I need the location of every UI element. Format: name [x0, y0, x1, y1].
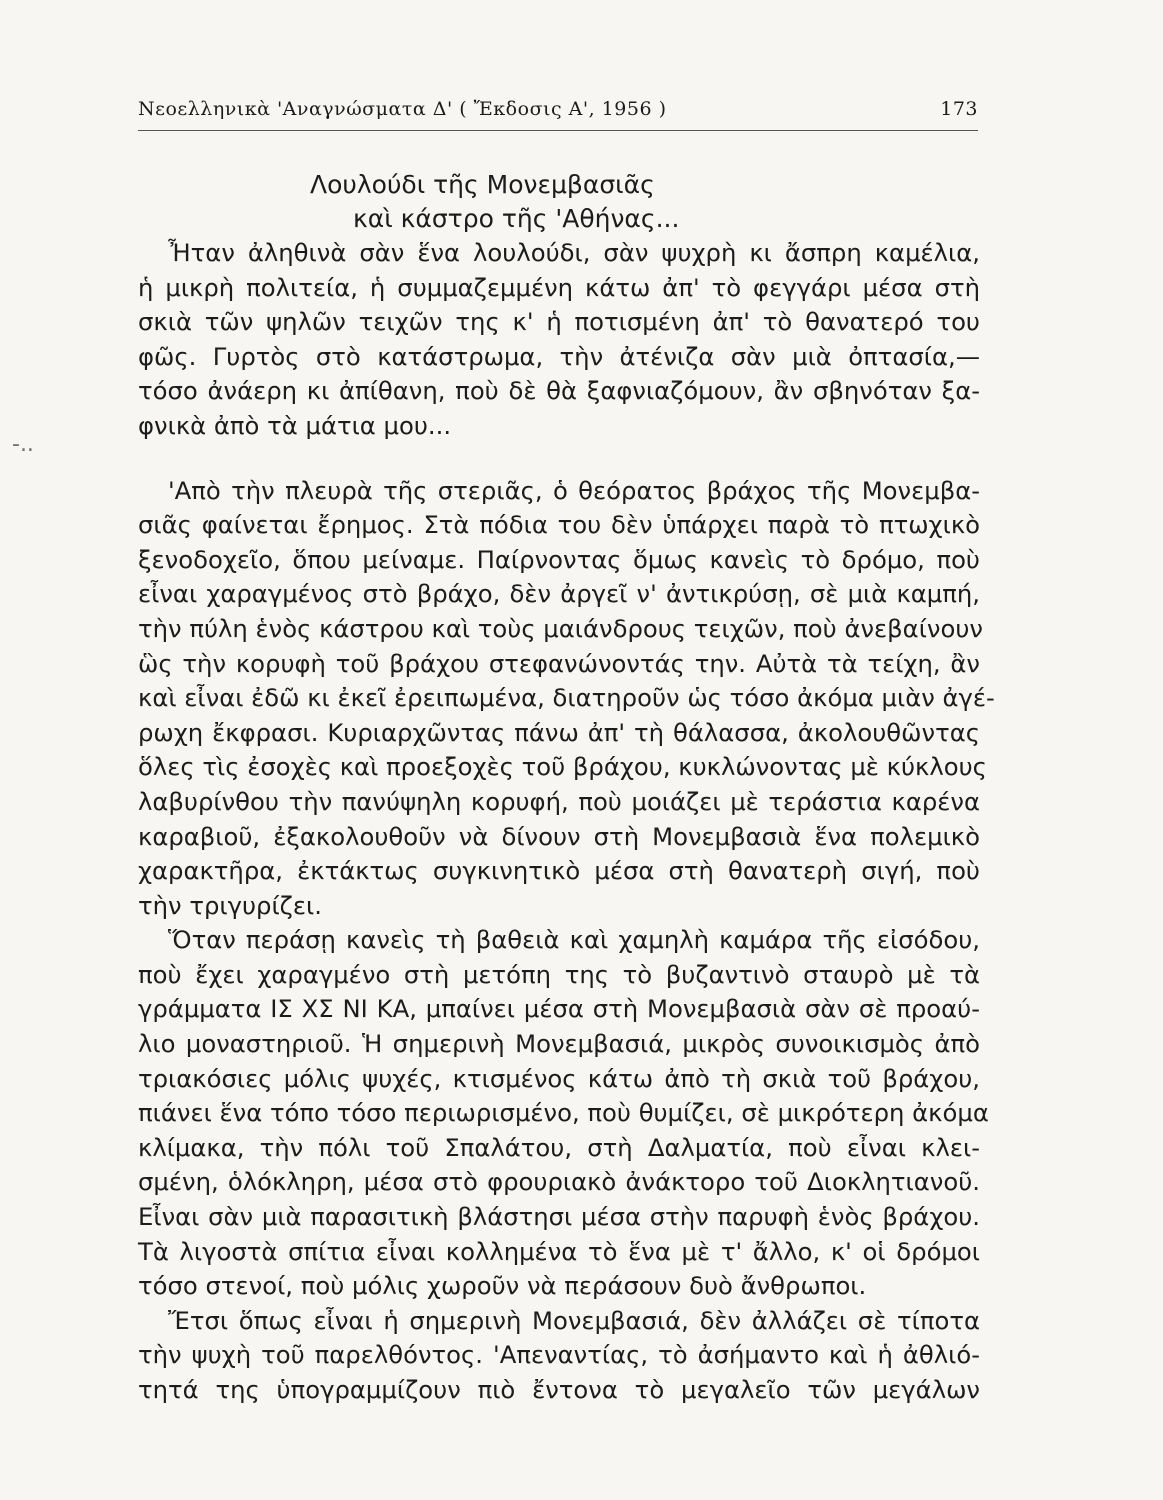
verse-line: Λουλούδι τῆς Μονεμβασιᾶς [310, 170, 655, 199]
margin-mark: -.. [12, 432, 34, 457]
text-line: καραβιοῦ, ἐξακολουθοῦν νὰ δίνουν στὴ Μονεμβασιὰ ἕνα πολεμικὸ [138, 821, 980, 851]
text-line: Ἔτσι ὅπως εἶναι ἡ σημερινὴ Μονεμβασιά, δὲν ἀλλάζει σὲ τίποτα [168, 1305, 980, 1335]
running-header [138, 92, 978, 126]
paragraph-4 [138, 1304, 980, 1408]
text-line: πιάνει ἕνα τόπο τόσο περιωρισμένο, ποὺ θυμίζει, σὲ μικρότερη ἀκόμα [138, 1098, 989, 1128]
text-line: ποὺ ἔχει χαραγμένο στὴ μετόπη της τὸ βυζαντινὸ σταυρὸ μὲ τὰ [138, 959, 980, 989]
text-line: σιᾶς φαίνεται ἔρημος. Στὰ πόδια του δὲν ὑπάρχει παρὰ τὸ πτωχικὸ [138, 510, 980, 540]
text-line: τὴν ψυχὴ τοῦ παρελθόντος. 'Απεναντίας, τὸ ἀσήμαντο καὶ ἡ ἀθλιό- [138, 1340, 980, 1370]
verse-epigraph [310, 168, 870, 236]
text-line: τόσο ἀνάερη κι ἀπίθανη, ποὺ δὲ θὰ ξαφνιαζόμουν, ἂν σβηνόταν ξα- [138, 376, 980, 406]
body-text [138, 236, 995, 1408]
text-line: κλίμακα, τὴν πόλι τοῦ Σπαλάτου, στὴ Δαλματία, ποὺ εἶναι κλει- [138, 1132, 980, 1162]
page-number: 173 [940, 98, 978, 120]
text-line: τὴν πύλη ἑνὸς κάστρου καὶ τοὺς μαιάνδρους τειχῶν, ποὺ ἀνεβαίνουν [138, 613, 983, 643]
paragraph-1 [138, 236, 980, 444]
running-header-title: Νεοελληνικὰ 'Αναγνώσματα Δ' ( Ἔκδοσις Α', 1956 ) [138, 98, 667, 120]
text-line: ρωχη ἔκφρασι. Κυριαρχῶντας πάνω ἀπ' τὴ θάλασσα, ἀκολουθῶντας [138, 717, 980, 747]
text-line: τητά της ὑπογραμμίζουν πιὸ ἔντονα τὸ μεγαλεῖο τῶν μεγάλων [138, 1375, 980, 1404]
paragraph-gap [138, 444, 980, 474]
text-line: χαρακτῆρα, ἐκτάκτως συγκινητικὸ μέσα στὴ θανατερὴ σιγή, ποὺ [138, 856, 980, 886]
paragraph-2 [138, 474, 995, 924]
text-line: λαβυρίνθου τὴν πανύψηλη κορυφή, ποὺ μοιάζει μὲ τεράστια καρένα [138, 786, 980, 816]
verse-line: καὶ κάστρο τῆς 'Αθήνας... [353, 204, 680, 233]
text-line: τόσο στενοί, ποὺ μόλις χωροῦν νὰ περάσουν δυὸ ἄνθρωποι. [138, 1271, 867, 1301]
text-line: 'Απὸ τὴν πλευρὰ τῆς στεριᾶς, ὁ θεόρατος βράχος τῆς Μονεμβα- [168, 475, 980, 505]
text-line: φνικὰ ἀπὸ τὰ μάτια μου... [138, 410, 452, 440]
text-line: καὶ εἶναι ἐδῶ κι ἐκεῖ ἐρειπωμένα, διατηροῦν ὡς τόσο ἀκόμα μιὰν ἀγέ- [138, 683, 995, 713]
text-line: τριακόσιες μόλις ψυχές, κτισμένος κάτω ἀπὸ τὴ σκιὰ τοῦ βράχου, [138, 1063, 980, 1093]
text-line: Ἦταν ἀληθινὰ σὰν ἕνα λουλούδι, σὰν ψυχρὴ κι ἄσπρη καμέλια, [168, 238, 980, 267]
text-line: γράμματα ΙΣ ΧΣ ΝΙ ΚΑ, μπαίνει μέσα στὴ Μονεμβασιὰ σὰν σὲ προαύ- [138, 994, 980, 1024]
text-line: ὣς τὴν κορυφὴ τοῦ βράχου στεφανώνοντάς την. Αὐτὰ τὰ τείχη, ἂν [138, 648, 980, 678]
header-rule [138, 130, 978, 131]
text-line: ὅλες τὶς ἐσοχὲς καὶ προεξοχὲς τοῦ βράχου, κυκλώνοντας μὲ κύκλους [138, 752, 987, 782]
text-line: τὴν τριγυρίζει. [138, 890, 322, 920]
text-line: ἡ μικρὴ πολιτεία, ἡ συμμαζεμμένη κάτω ἀπ' τὸ φεγγάρι μέσα στὴ [138, 272, 980, 302]
text-line: λιο μοναστηριοῦ. Ἡ σημερινὴ Μονεμβασιά, μικρὸς συνοικισμὸς ἀπὸ [138, 1029, 980, 1059]
text-line: Ὅταν περάσῃ κανεὶς τὴ βαθειὰ καὶ χαμηλὴ καμάρα τῆς εἰσόδου, [168, 925, 980, 955]
text-line: σμένη, ὁλόκληρη, μέσα στὸ φρουριακὸ ἀνάκτορο τοῦ Διοκλητιανοῦ. [138, 1167, 980, 1197]
text-line: φῶς. Γυρτὸς στὸ κατάστρωμα, τὴν ἀτένιζα σὰν μιὰ ὀπτασία,— [138, 341, 980, 371]
text-line: σκιὰ τῶν ψηλῶν τειχῶν της κ' ἡ ποτισμένη ἀπ' τὸ θανατερό του [138, 307, 980, 337]
paragraph-3 [138, 923, 989, 1304]
text-line: ξενοδοχεῖο, ὅπου μείναμε. Παίρνοντας ὅμως κανεὶς τὸ δρόμο, ποὺ [138, 544, 980, 574]
text-line: Εἶναι σὰν μιὰ παρασιτικὴ βλάστησι μέσα στὴν παρυφὴ ἑνὸς βράχου. [138, 1202, 980, 1232]
text-line: εἶναι χαραγμένος στὸ βράχο, δὲν ἀργεῖ ν' ἀντικρύσῃ, σὲ μιὰ καμπή, [138, 579, 980, 609]
text-line: Τὰ λιγοστὰ σπίτια εἶναι κολλημένα τὸ ἕνα μὲ τ' ἄλλο, κ' οἱ δρόμοι [138, 1236, 980, 1266]
